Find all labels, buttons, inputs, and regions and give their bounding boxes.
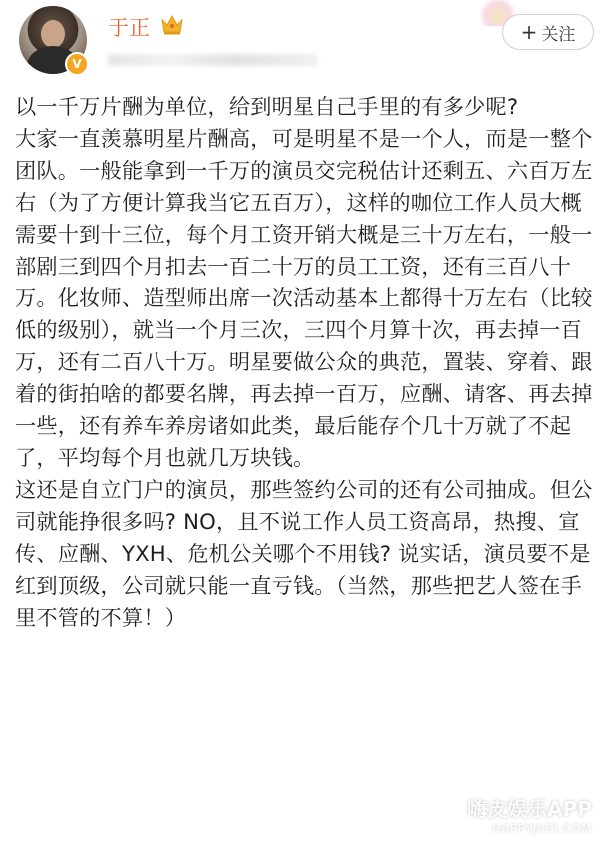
watermark-sub: HAPPYJUZI.COM [492, 822, 592, 835]
follow-button[interactable] [502, 14, 594, 50]
post-header [0, 0, 600, 82]
crown-icon [160, 13, 184, 35]
plus-icon: + [520, 20, 538, 44]
author-avatar[interactable] [19, 6, 87, 74]
post-paragraph: 大家一直羡慕明星片酬高，可是明星不是一个人，而是一整个团队。一般能拿到一千万的演员交完税估计还剩五、六百万左右（为了方便计算我当它五百万），这样的咖位工作人员大概需要十到十三位，每个月工资开销大概是三十万左右，一般一部剧三到四个月扣去一百二十万的员工工资，还有三百八十万。化妆师、造型师出席一次活动基本上都得十万左右（比较低的级别），就当一个月三次，三四个月算十次，再去掉一百万，还有二百八十万。明星要做公众的典范，置装、穿着、跟着的街拍啥的都要名牌，再去掉一百万，应酬、请客、再去掉一些，还有养车养房诸如此类，最后能存个几十万就了不起了，平均每个月也就几万块钱。 [15, 125, 593, 470]
post-meta-blurred [108, 54, 318, 66]
follow-label: 关注 [541, 24, 576, 45]
post-paragraph: 以一千万片酬为单位，给到明星自己手里的有多少呢? [15, 94, 519, 119]
post-paragraph: 这还是自立门户的演员，那些签约公司的还有公司抽成。但公司就能挣很多吗? NO，且不说工作人员工资高昂，热搜、宣传、应酬、YXH、危机公关哪个不用钱? 说实话，演员要不是红到顶级，公司就只能一直亏钱。（当然，那些把艺人签在手里不管的不算！） [15, 476, 593, 630]
avatar-face [41, 20, 65, 48]
watermark-main: 嗨皮娱乐APP [467, 797, 592, 821]
author-name[interactable]: 于正 [108, 16, 150, 40]
post-content [15, 91, 593, 633]
site-watermark [467, 793, 592, 835]
verified-badge-icon: V [65, 52, 89, 76]
